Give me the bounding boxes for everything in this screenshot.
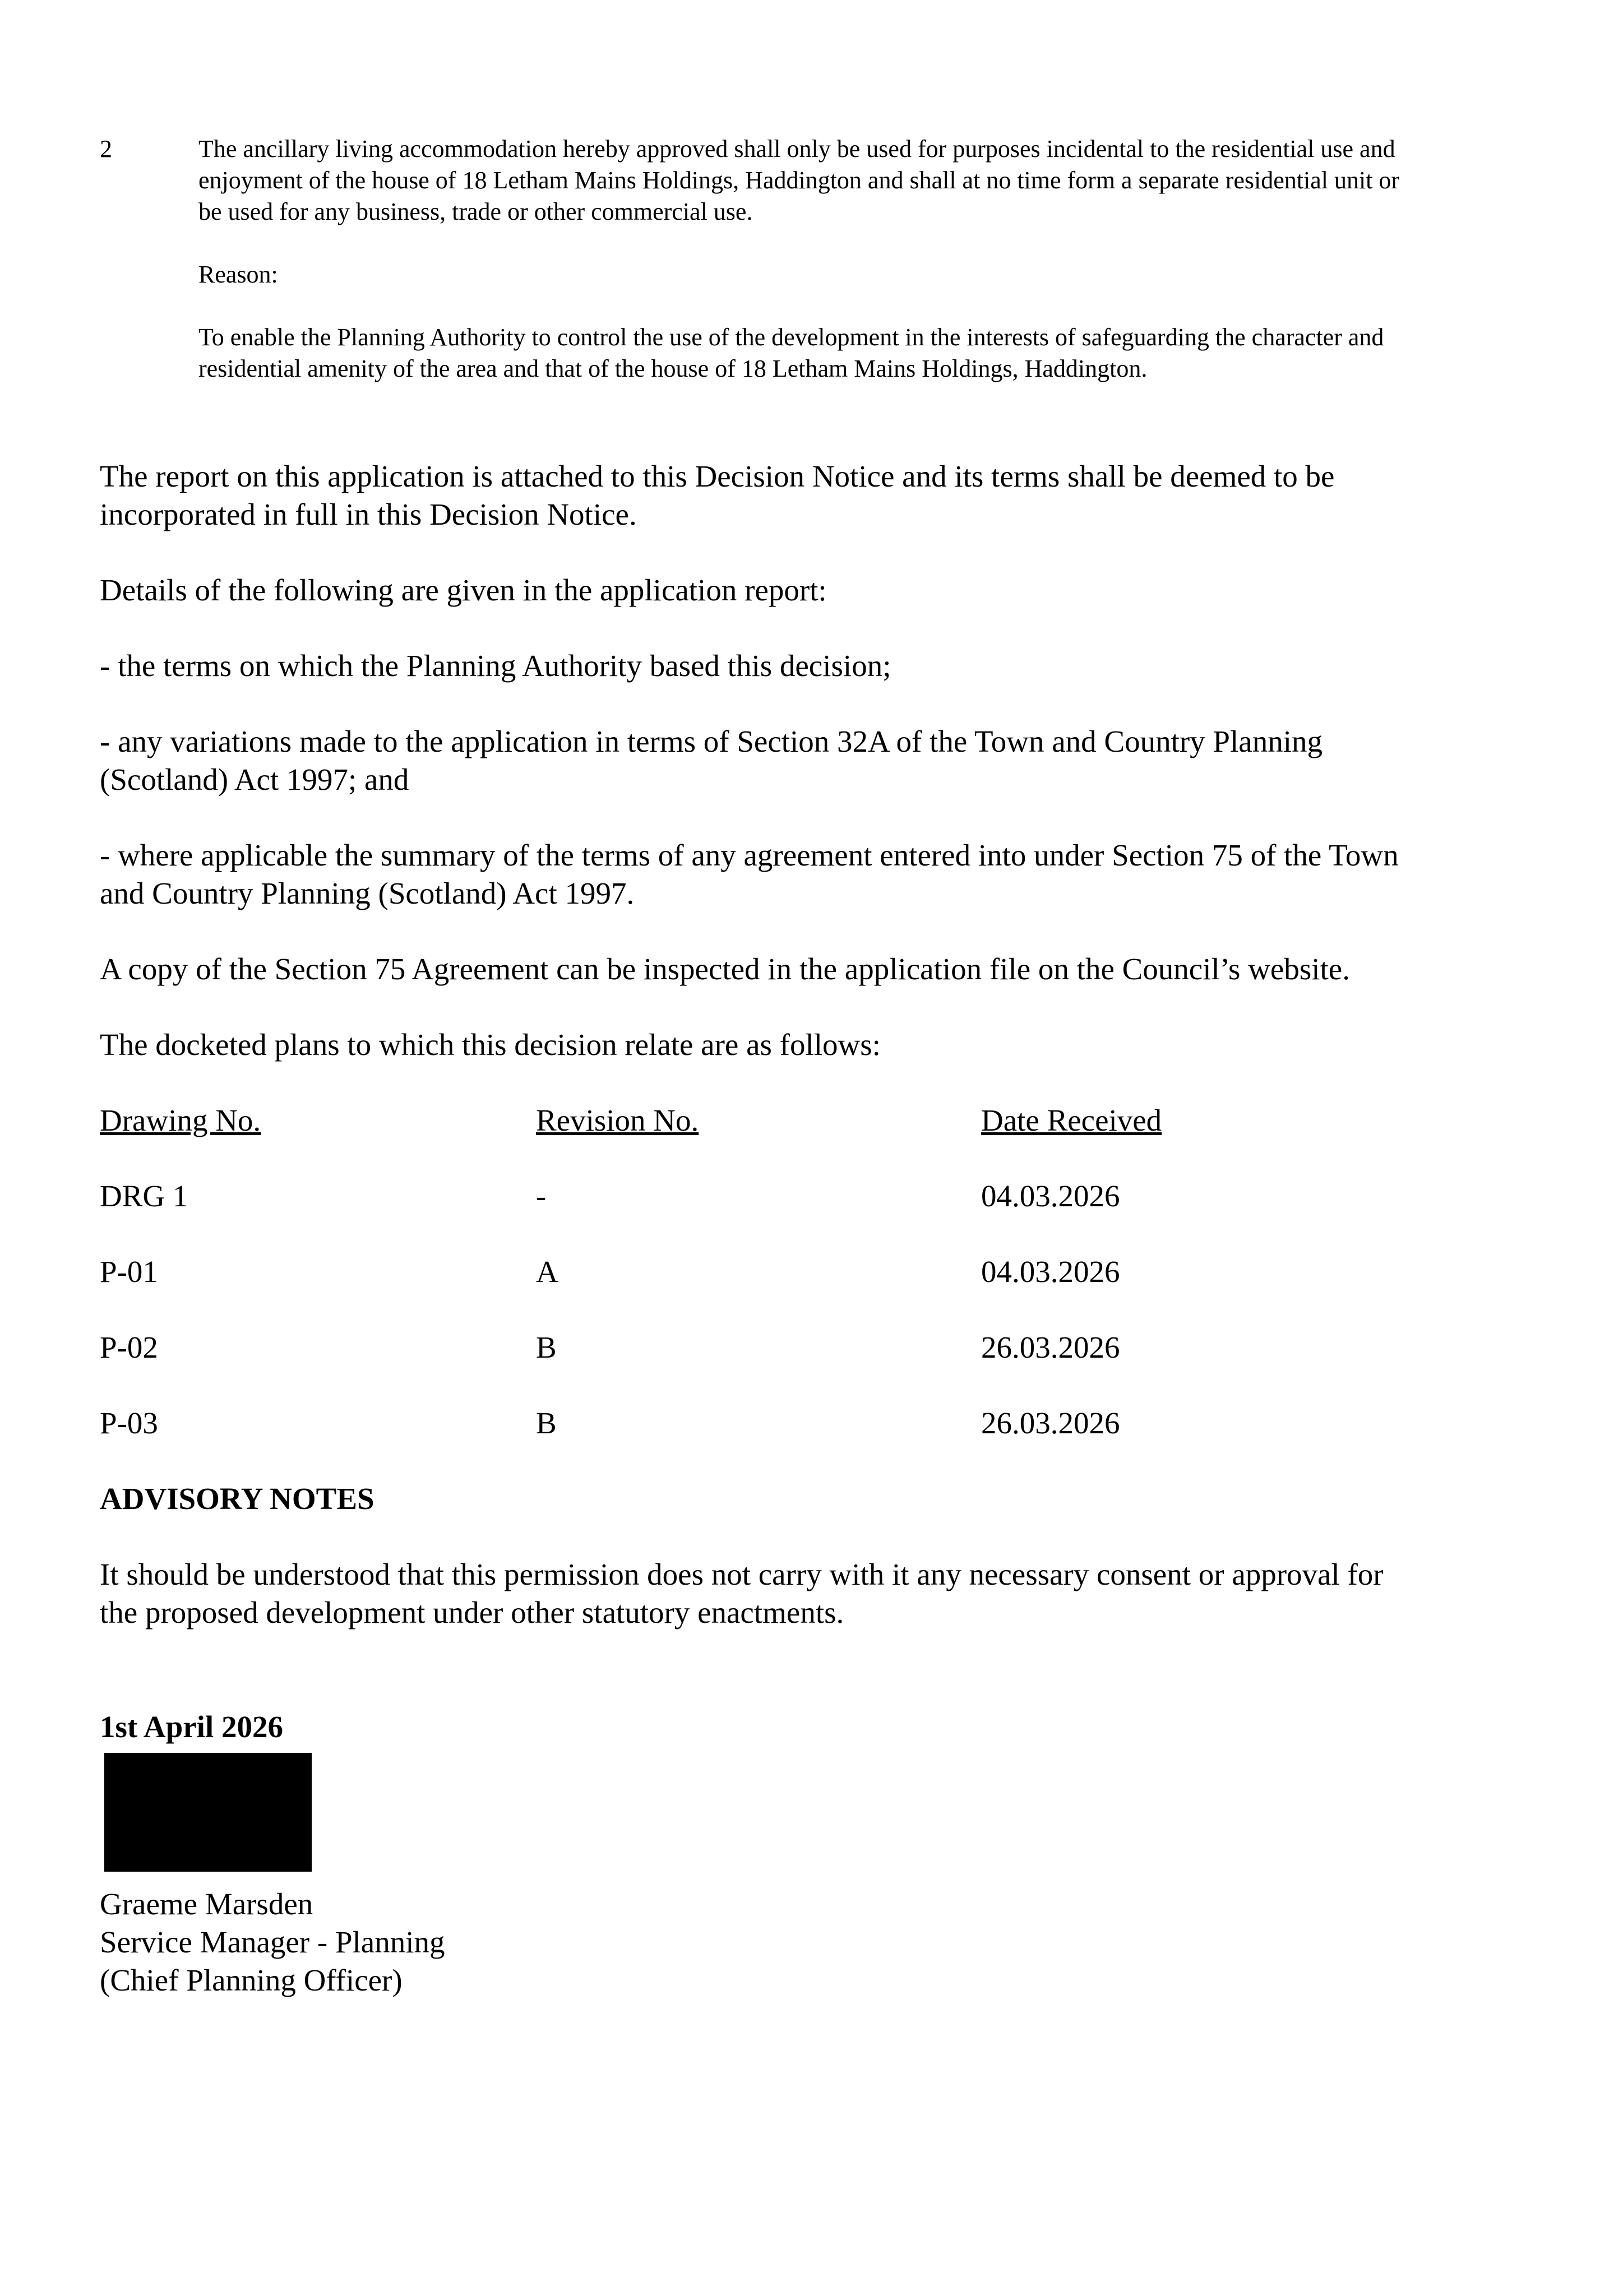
- docketed-plans-intro: The docketed plans to which this decision relate are as follows:: [100, 1027, 881, 1062]
- drawing-no: P-01: [100, 1255, 158, 1289]
- table-row: [100, 1177, 1374, 1253]
- revision-no: -: [536, 1179, 547, 1213]
- condition-body: [198, 133, 1400, 385]
- reason-text: To enable the Planning Authority to control the use of the development in the interests of safeguarding the character and residential amenity of the area and that of the house of 18 Letham Mains Holdings, Haddington.: [198, 323, 1384, 382]
- advisory-notes-text: It should be understood that this permission does not carry with it any necessary consent or approval for the proposed development under other statutory enactments.: [100, 1557, 1384, 1630]
- signatory-name: Graeme Marsden: [100, 1887, 313, 1921]
- date-received: 26.03.2026: [981, 1330, 1120, 1364]
- header-date-received: Date Received: [981, 1103, 1162, 1137]
- signatory-block: [100, 1885, 1412, 1999]
- condition-2: [100, 133, 1400, 416]
- docketed-plans-table: [100, 1101, 1374, 1480]
- main-body: [100, 457, 1412, 1999]
- table-row: [100, 1253, 1374, 1328]
- signatory-title: Service Manager - Planning: [100, 1925, 445, 1959]
- date-received: 04.03.2026: [981, 1255, 1120, 1289]
- table-header-row: [100, 1101, 1374, 1177]
- drawing-no: P-02: [100, 1330, 158, 1364]
- header-revision-no: Revision No.: [536, 1103, 699, 1137]
- report-paragraph: The report on this application is attached to this Decision Notice and its terms shall be deemed to be incorporated in full in this Decision Notice.: [100, 459, 1335, 531]
- date-received: 04.03.2026: [981, 1179, 1120, 1213]
- drawing-no: P-03: [100, 1406, 158, 1440]
- advisory-notes-heading: ADVISORY NOTES: [100, 1482, 374, 1516]
- redacted-signature: [104, 1753, 312, 1872]
- section-75-paragraph: A copy of the Section 75 Agreement can be inspected in the application file on the Council’s website.: [100, 952, 1350, 986]
- details-intro: Details of the following are given in the application report:: [100, 573, 827, 607]
- decision-date: 1st April 2026: [100, 1710, 283, 1744]
- drawing-no: DRG 1: [100, 1179, 188, 1213]
- condition-text: The ancillary living accommodation hereby approved shall only be used for purposes incidental to the residential use and enjoyment of the house of 18 Letham Mains Holdings, Haddington and shall at no time form a separate residential unit or be used for any business, trade or other commercial use.: [198, 135, 1400, 225]
- revision-no: A: [536, 1255, 558, 1289]
- condition-number: 2: [100, 135, 112, 163]
- details-item-variations: - any variations made to the application in terms of Section 32A of the Town and Country Planning (Scotland) Act 1997; and: [100, 724, 1323, 797]
- details-item-agreement: - where applicable the summary of the terms of any agreement entered into under Section 75 of the Town and Country Planning (Scotland) Act 1997.: [100, 838, 1399, 910]
- revision-no: B: [536, 1406, 557, 1440]
- revision-no: B: [536, 1330, 557, 1364]
- details-item-terms: - the terms on which the Planning Authority based this decision;: [100, 649, 891, 683]
- header-drawing-no: Drawing No.: [100, 1103, 261, 1137]
- reason-label: Reason:: [198, 261, 278, 288]
- date-received: 26.03.2026: [981, 1406, 1120, 1440]
- signatory-role: (Chief Planning Officer): [100, 1963, 403, 1997]
- table-row: [100, 1404, 1374, 1480]
- table-row: [100, 1328, 1374, 1404]
